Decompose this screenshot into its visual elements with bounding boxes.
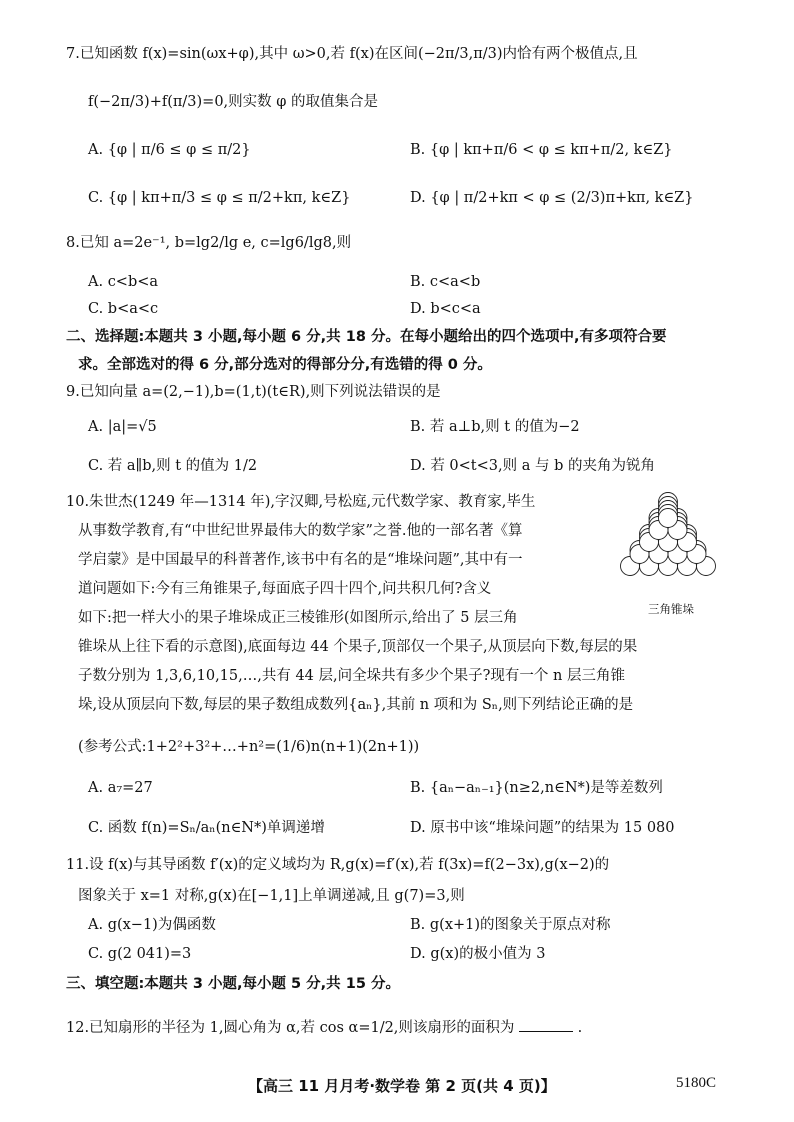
q7-option-a: A. {φ | π/6 ≤ φ ≤ π/2}: [88, 142, 251, 158]
q11-option-c: C. g(2 041)=3: [88, 946, 192, 962]
q10-line8: 垛,设从顶层向下数,每层的果子数组成数列{aₙ},其前 n 项和为 Sₙ,则下列结论正确的是: [78, 697, 634, 713]
q10-option-c: C. 函数 f(n)=Sₙ/aₙ(n∈N*)单调递增: [88, 820, 325, 836]
section-2-heading: 二、选择题:本题共 3 小题,每小题 6 分,共 18 分。在每小题给出的四个选项中,有多项符合要: [66, 329, 667, 345]
q9-option-c: C. 若 a∥b,则 t 的值为 1/2: [88, 458, 258, 474]
q10-option-a: A. a₇=27: [88, 780, 153, 796]
exam-code: 5180C: [676, 1075, 717, 1091]
q10-option-d: D. 原书中该“堆垛问题”的结果为 15 080: [410, 820, 675, 836]
section-2-heading-cont: 求。全部选对的得 6 分,部分选对的得部分分,有选错的得 0 分。: [78, 357, 492, 373]
q10-line1: 10.朱世杰(1249 年—1314 年),字汉卿,号松庭,元代数学家、教育家,毕生: [66, 494, 536, 510]
q7-option-c: C. {φ | kπ+π/3 ≤ φ ≤ π/2+kπ, k∈Z}: [88, 190, 351, 206]
q9-option-d: D. 若 0<t<3,则 a 与 b 的夹角为锐角: [410, 458, 655, 474]
q12-stem-text: 12.已知扇形的半径为 1,圆心角为 α,若 cos α=1/2,则该扇形的面积为: [66, 1020, 515, 1036]
q9-option-a: A. |a|=√5: [88, 419, 157, 435]
q12-stem: [66, 1017, 582, 1038]
q7-stem-line2: f(−2π/3)+f(π/3)=0,则实数 φ 的取值集合是: [88, 94, 379, 110]
q9-stem: 9.已知向量 a=(2,−1),b=(1,t)(t∈R),则下列说法错误的是: [66, 384, 441, 400]
q10-option-b: B. {aₙ−aₙ₋₁}(n≥2,n∈N*)是等差数列: [410, 780, 663, 796]
q10-line6: 锥垛从上往下看的示意图),底面每边 44 个果子,顶部仅一个果子,从顶层向下数,每层的果: [78, 639, 638, 655]
q11-option-d: D. g(x)的极小值为 3: [410, 946, 546, 962]
q11-line1: 11.设 f(x)与其导函数 f′(x)的定义域均为 R,g(x)=f′(x),若 f(3x)=f(2−3x),g(x−2)的: [66, 857, 610, 873]
q8-option-b: B. c<a<b: [410, 274, 481, 290]
q11-option-a: A. g(x−1)为偶函数: [88, 917, 216, 933]
q9-option-b: B. 若 a⊥b,则 t 的值为−2: [410, 419, 580, 435]
q8-option-d: D. b<c<a: [410, 301, 481, 317]
q10-line7: 子数分别为 1,3,6,10,15,…,共有 44 层,问全垛共有多少个果子?现有一个 n 层三角锥: [78, 668, 625, 684]
q7-option-b: B. {φ | kπ+π/6 < φ ≤ kπ+π/2, k∈Z}: [410, 142, 673, 158]
q8-stem: 8.已知 a=2e⁻¹, b=lg2/lg e, c=lg6/lg8,则: [66, 235, 352, 251]
q12-stem-end: .: [577, 1020, 583, 1036]
q12-answer-blank[interactable]: [519, 1017, 573, 1032]
q8-option-c: C. b<a<c: [88, 301, 159, 317]
q7-option-d: D. {φ | π/2+kπ < φ ≤ (2/3)π+kπ, k∈Z}: [410, 190, 694, 206]
q10-line2: 从事数学教育,有“中世纪世界最伟大的数学家”之誉.他的一部名著《算: [78, 523, 523, 539]
section-3-heading: 三、填空题:本题共 3 小题,每小题 5 分,共 15 分。: [66, 976, 400, 992]
q10-formula: (参考公式:1+2²+3²+…+n²=(1/6)n(n+1)(2n+1)): [78, 739, 420, 755]
triangular-pile-figure: [606, 488, 730, 584]
figure-caption: 三角锥垛: [648, 602, 694, 616]
q7-stem-line1: 7.已知函数 f(x)=sin(ωx+φ),其中 ω>0,若 f(x)在区间(−2π/3,π/3)内恰有两个极值点,且: [66, 46, 638, 62]
q10-line5: 如下:把一样大小的果子堆垛成正三棱锥形(如图所示,给出了 5 层三角: [78, 610, 518, 626]
q11-option-b: B. g(x+1)的图象关于原点对称: [410, 917, 611, 933]
q10-line4: 道问题如下:今有三角锥果子,每面底子四十四个,问共积几何?含义: [78, 581, 492, 597]
q11-line2: 图象关于 x=1 对称,g(x)在[−1,1]上单调递减,且 g(7)=3,则: [78, 888, 465, 904]
q8-option-a: A. c<b<a: [88, 274, 159, 290]
page-footer: 【高三 11 月月考·数学卷 第 2 页(共 4 页)】: [248, 1077, 556, 1095]
fruit-circle: [659, 509, 678, 528]
q10-line3: 学启蒙》是中国最早的科普著作,该书中有名的是“堆垛问题”,其中有一: [78, 552, 523, 568]
